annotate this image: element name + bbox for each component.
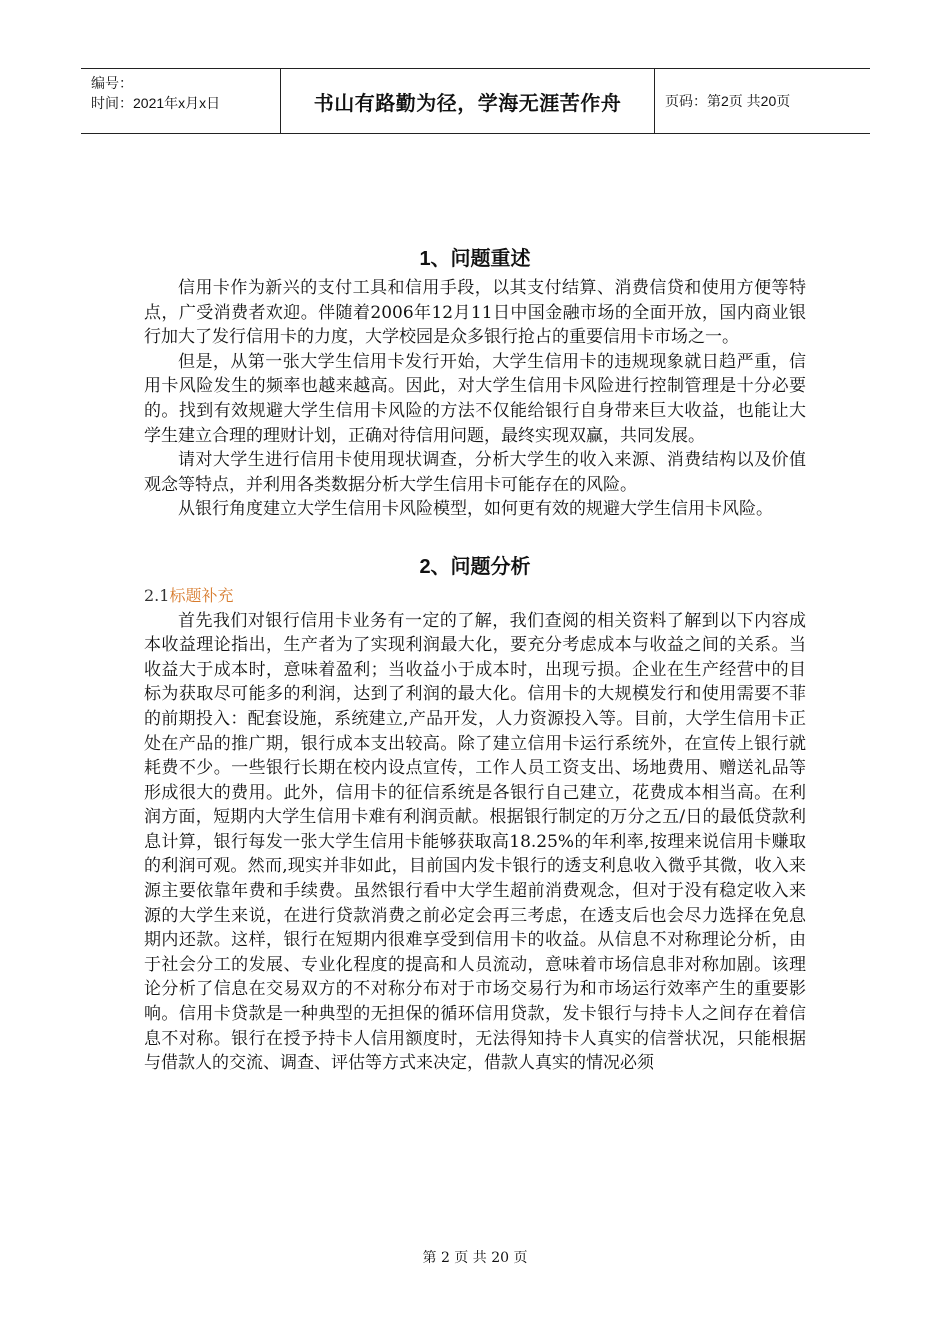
subsection-heading xyxy=(144,584,806,609)
section-2-title: 2、问题分析 xyxy=(419,555,531,578)
subsection-title: 标题补充 xyxy=(169,585,234,605)
header-page-info: 页码：第2页 共20页 xyxy=(665,93,791,109)
document-body xyxy=(144,242,806,1076)
number-label: 编号： xyxy=(91,75,133,91)
page-header xyxy=(81,68,870,134)
time-label: 时间：2021年x月x日 xyxy=(91,95,221,111)
header-motto: 书山有路勤为径，学海无涯苦作舟 xyxy=(281,69,655,133)
section-1-title: 1、问题重述 xyxy=(419,248,531,270)
section-1-paragraph: 从银行角度建立大学生信用卡风险模型，如何更有效的规避大学生信用卡风险。 xyxy=(178,499,773,520)
header-meta xyxy=(81,69,281,133)
section-2-paragraph: 首先我们对银行信用卡业务有一定的了解，我们查阅的相关资料了解到以下内容成本收益理论指出，生产者为了实现利润最大化，要充分考虑成本与收益之间的关系。当收益大于成本时，意味着盈利；当收益小于成本时，出现亏损。企业在生产经营中的目标为获取尽可能多的利润，达到了利润的最大化。信用卡的大规模发行和使用需要不菲的前期投入：配套设施，系统建立,产品开发，人力资源投入等。目前，大学生信用卡正处在产品的推广期，银行成本支出较高。除了建立信用卡运行系统外，在宣传上银行就耗费不少。一些银行长期在校内设点宣传，工作人员工资支出、场地费用、赠送礼品等形成很大的费用。此外，信用卡的征信系统是各银行自己建立，花费成本相当高。在利润方面，短期内大学生信用卡难有利润贡献。根据银行制定的万分之五/日的最低贷款利息计算，银行每发一张大学生信用卡能够获取高18.25%的年利率,按理来说信用卡赚取的利润可观。然而,现实并非如此，目前国内发卡银行的透支利息收入微乎其微，收入来源主要依靠年费和手续费。虽然银行看中大学生超前消费观念，但对于没有稳定收入来源的大学生来说，在进行贷款消费之前必定会再三考虑，在透支后也会尽力选择在免息期内还款。这样，银行在短期内很难享受到信用卡的收益。从信息不对称理论分析，由于社会分工的发展、专业化程度的提高和人员流动，意味着市场信息非对称加剧。该理论分析了信息在交易双方的不对称分布对于市场交易行为和市场运行效率产生的重要影响。信用卡贷款是一种典型的无担保的循环信用贷款，发卡银行与持卡人之间存在着信息不对称。银行在授予持卡人信用额度时，无法得知持卡人真实的信誉状况，只能根据与借款人的交流、调查、评估等方式来决定，借款人真实的情况必须 xyxy=(144,610,806,1074)
section-1-paragraph: 但是，从第一张大学生信用卡发行开始，大学生信用卡的违规现象就日趋严重，信用卡风险发生的频率也越来越高。因此，对大学生信用卡风险进行控制管理是十分必要的。找到有效规避大学生信用卡风险的方法不仅能给银行自身带来巨大收益，也能让大学生建立合理的理财计划，正确对待信用问题，最终实现双赢，共同发展。 xyxy=(144,351,806,446)
section-1-paragraph: 请对大学生进行信用卡使用现状调查，分析大学生的收入来源、消费结构以及价值观念等特点，并利用各类数据分析大学生信用卡可能存在的风险。 xyxy=(144,450,806,495)
section-1-paragraph: 信用卡作为新兴的支付工具和信用手段，以其支付结算、消费信贷和使用方便等特点，广受消费者欢迎。伴随着2006年12月11日中国金融市场的全面开放，国内商业银行加大了发行信用卡的力度，大学校园是众多银行抢占的重要信用卡市场之一。 xyxy=(144,278,806,348)
section-spacer xyxy=(144,522,806,550)
page-footer: 第 2 页 共 20 页 xyxy=(422,1250,528,1266)
subsection-number: 2.1 xyxy=(144,585,170,605)
